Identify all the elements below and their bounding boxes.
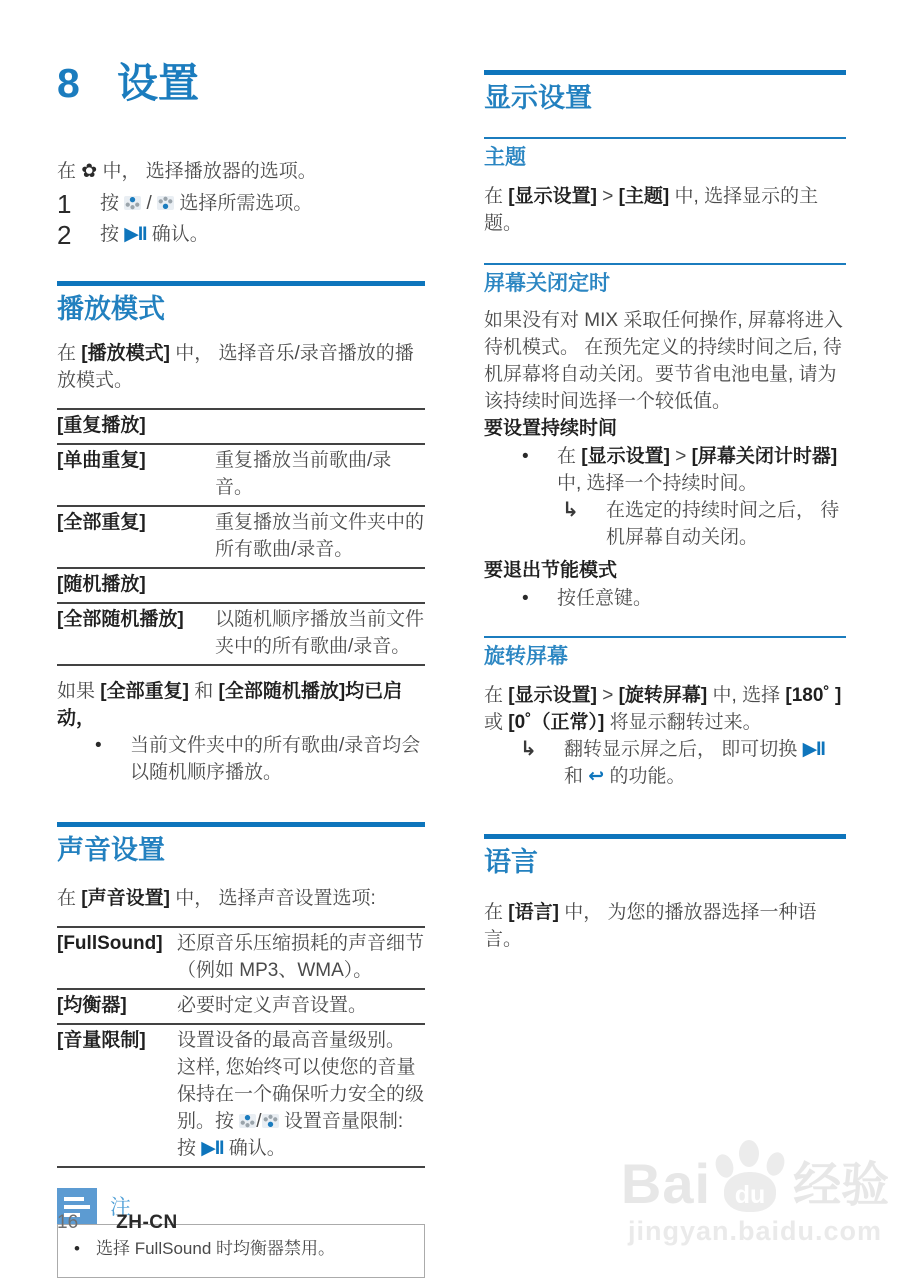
section-sound xyxy=(57,822,425,1168)
table-row xyxy=(57,1023,425,1166)
text-run: [播放模式] xyxy=(81,343,170,364)
sub-heading: 要设置持续时间 xyxy=(484,418,618,439)
chapter-intro xyxy=(57,158,425,185)
table-cell-desc xyxy=(177,992,425,1019)
text-run: [显示设置] xyxy=(508,186,597,207)
text-run: > xyxy=(596,186,619,207)
table-cell-label: [随机播放] xyxy=(57,574,146,595)
text-run: 按 xyxy=(100,193,125,214)
subsection-title: 旋转屏幕 xyxy=(484,645,568,668)
step-2 xyxy=(57,220,425,250)
watermark-brand-left: Bai xyxy=(620,1152,712,1215)
bullet-text xyxy=(557,443,846,497)
bullet-item xyxy=(484,585,846,612)
section-title: 播放模式 xyxy=(57,294,165,324)
text-run: 确认。 xyxy=(223,1138,286,1159)
paragraph xyxy=(484,183,846,237)
subsection-title: 主题 xyxy=(484,146,526,169)
text-run: 如果 xyxy=(57,681,101,702)
bullet-glyph: • xyxy=(95,735,102,756)
table-row xyxy=(57,926,425,988)
text-run: 必要时定义声音设置。 xyxy=(177,995,368,1016)
text-run: 在 xyxy=(557,446,582,467)
table-row xyxy=(57,567,425,602)
table-row xyxy=(57,443,425,505)
text-run: 的功能。 xyxy=(604,766,686,787)
paragraph xyxy=(484,899,846,953)
text-run: / xyxy=(256,1111,262,1132)
text-run: 和 xyxy=(188,681,219,702)
table-row xyxy=(57,988,425,1023)
table-cell-label: [单曲重复] xyxy=(57,450,146,471)
text-run: > xyxy=(669,446,692,467)
table-cell-label: [全部随机播放] xyxy=(57,609,184,630)
sound-settings-table xyxy=(57,926,425,1168)
bullet-glyph: • xyxy=(74,1239,80,1258)
table-cell-label: [FullSound] xyxy=(57,933,163,954)
watermark-brand-cn: 经验 xyxy=(793,1159,890,1212)
bullet-glyph: • xyxy=(522,446,529,467)
section-rule xyxy=(484,70,846,75)
chapter-title-text: 设置 xyxy=(117,60,199,106)
text-run: [显示设置] xyxy=(508,685,597,706)
text-run: 在 xyxy=(57,343,82,364)
text-run: [主题] xyxy=(618,186,670,207)
play-mode-table xyxy=(57,408,425,666)
bullet-item xyxy=(484,443,846,497)
paragraph xyxy=(57,885,425,912)
text-run: 设置设备的最高音量级别。 这样, 您始终可以使您的音量保持在一个确保听力安全的级别。按 xyxy=(177,1030,425,1132)
text-run: 中， 选择播放器的选项。 xyxy=(97,161,317,182)
section-rule xyxy=(484,834,846,839)
section-rule xyxy=(57,281,425,286)
text-run: 中, 选择显示的主题。 xyxy=(484,186,819,234)
sub-heading: 要退出节能模式 xyxy=(484,560,618,581)
text-run: [屏幕关闭计时器] xyxy=(691,446,838,467)
text-run: [显示设置] xyxy=(581,446,670,467)
paragraph xyxy=(57,678,425,732)
text-run: [180˚ ] xyxy=(785,685,842,706)
text-run: 中, 选择 xyxy=(707,685,786,706)
text-run: [全部重复] xyxy=(100,681,189,702)
subsection-rule xyxy=(484,137,846,139)
section-title: 声音设置 xyxy=(57,835,165,865)
table-cell-label: [音量限制] xyxy=(57,1030,146,1051)
back-icon: ↩ xyxy=(588,766,605,787)
table-cell-desc: 重复播放当前文件夹中的所有歌曲/录音。 xyxy=(215,512,425,560)
chapter-number: 8 xyxy=(57,60,80,106)
page-footer xyxy=(57,1212,178,1234)
watermark-brand-du: du xyxy=(734,1181,766,1209)
text-run: [声音设置] xyxy=(81,888,170,909)
play-pause-icon: ▶II xyxy=(802,739,825,760)
bullet-glyph: • xyxy=(522,588,529,609)
table-cell-label: [重复播放] xyxy=(57,415,146,436)
subsection-rotate xyxy=(484,636,846,790)
play-pause-icon: ▶II xyxy=(201,1138,224,1159)
text-run: 翻转显示屏之后， 即可切换 xyxy=(564,739,803,760)
paragraph xyxy=(484,307,846,415)
text-run: 选择所需选项。 xyxy=(174,193,313,214)
chapter-title xyxy=(57,60,425,106)
note-label: 注 xyxy=(110,1196,131,1219)
language-code: ZH-CN xyxy=(116,1212,178,1233)
text-run: 还原音乐压缩损耗的声音细节（例如 MP3、WMA）。 xyxy=(177,933,425,981)
text-run: 设置音量限制: 按 xyxy=(177,1111,404,1159)
note-text: 选择 FullSound 时均衡器禁用。 xyxy=(96,1239,335,1258)
step-text xyxy=(100,220,209,250)
section-title: 语言 xyxy=(484,847,538,877)
table-row xyxy=(57,602,425,664)
bullet-text: 当前文件夹中的所有歌曲/录音均会以随机顺序播放。 xyxy=(130,735,421,783)
text-run: 确认。 xyxy=(146,224,209,245)
steps-list xyxy=(57,189,425,250)
section-play-mode xyxy=(57,281,425,786)
subsection-theme xyxy=(484,137,846,237)
bullet-item xyxy=(72,1237,412,1261)
text-run: 中， 为您的播放器选择一种语言。 xyxy=(484,902,817,950)
text-run: 或 xyxy=(484,712,509,733)
nav-up-icon xyxy=(124,196,141,210)
subsection-rule xyxy=(484,636,846,638)
paragraph xyxy=(484,682,846,736)
text-run: > xyxy=(596,685,619,706)
text-run: [全部随机播放] xyxy=(218,681,346,702)
text-run: 将显示翻转过来。 xyxy=(604,712,762,733)
left-column xyxy=(57,60,425,1278)
text-run: 中， 选择声音设置选项: xyxy=(169,888,376,909)
baidu-jingyan-watermark xyxy=(610,1138,900,1246)
nav-down-icon xyxy=(262,1114,279,1128)
text-run: 在 xyxy=(484,685,509,706)
text-run: 均已启动， xyxy=(57,681,403,729)
table-row xyxy=(57,408,425,443)
return-arrow-icon: ↳ xyxy=(562,499,579,521)
watermark-logo xyxy=(610,1138,900,1215)
text-run: 在 xyxy=(57,161,82,182)
text-run: [旋转屏幕] xyxy=(618,685,708,706)
table-cell-desc xyxy=(177,930,425,984)
text-run: 和 xyxy=(564,766,589,787)
section-rule xyxy=(57,822,425,827)
section-title: 显示设置 xyxy=(484,83,592,113)
right-column xyxy=(484,60,846,953)
table-cell-desc xyxy=(177,1027,425,1162)
settings-gear-icon: ✿ xyxy=(81,161,98,182)
subsection-rule xyxy=(484,263,846,265)
text-run: [0˚（正常）] xyxy=(508,712,605,733)
result-item xyxy=(484,736,846,790)
text-run: 在 xyxy=(484,902,509,923)
page-number: 16 xyxy=(57,1212,79,1233)
section-language xyxy=(484,834,846,953)
play-pause-icon: ▶II xyxy=(124,224,147,245)
result-text xyxy=(606,497,846,551)
table-cell-desc: 以随机顺序播放当前文件夹中的所有歌曲/录音。 xyxy=(215,609,425,657)
step-number: 1 xyxy=(57,189,72,219)
subsection-screen-off xyxy=(484,263,846,612)
nav-down-icon xyxy=(157,196,174,210)
text-run: 在 xyxy=(57,888,82,909)
table-cell-desc: 重复播放当前歌曲/录音。 xyxy=(215,450,392,498)
subsection-title: 屏幕关闭定时 xyxy=(484,272,610,295)
text-run: 中， 选择音乐/录音播放的播放模式。 xyxy=(57,343,414,391)
step-1 xyxy=(57,189,425,219)
text-run: 按任意键。 xyxy=(557,588,653,609)
baidu-paw-icon xyxy=(714,1138,786,1212)
text-run: 在选定的持续时间之后， 待机屏幕自动关闭。 xyxy=(606,500,840,548)
table-cell-label: [均衡器] xyxy=(57,995,127,1016)
text-run: [语言] xyxy=(508,902,559,923)
bullet-text xyxy=(557,585,846,612)
table-cell-label: [全部重复] xyxy=(57,512,146,533)
text-run: 在 xyxy=(484,186,509,207)
result-text xyxy=(564,736,846,790)
bullet-item xyxy=(57,732,425,786)
return-arrow-icon: ↳ xyxy=(520,738,537,760)
text-run: / xyxy=(141,193,158,214)
text-run: 按 xyxy=(100,224,125,245)
section-display xyxy=(484,70,846,790)
result-item xyxy=(484,497,846,551)
nav-up-icon xyxy=(239,1114,256,1128)
watermark-url: jingyan.baidu.com xyxy=(627,1216,883,1246)
step-text xyxy=(100,189,312,219)
text-run: 如果没有对 MIX 采取任何操作, 屏幕将进入待机模式。 在预先定义的持续时间之后, 待机屏幕将自动关闭。要节省电池电量, 请为该持续时间选择一个较低值。 xyxy=(484,310,843,412)
step-number: 2 xyxy=(57,220,72,250)
table-row xyxy=(57,505,425,567)
text-run: 中, 选择一个持续时间。 xyxy=(557,473,758,494)
paragraph xyxy=(57,340,425,394)
